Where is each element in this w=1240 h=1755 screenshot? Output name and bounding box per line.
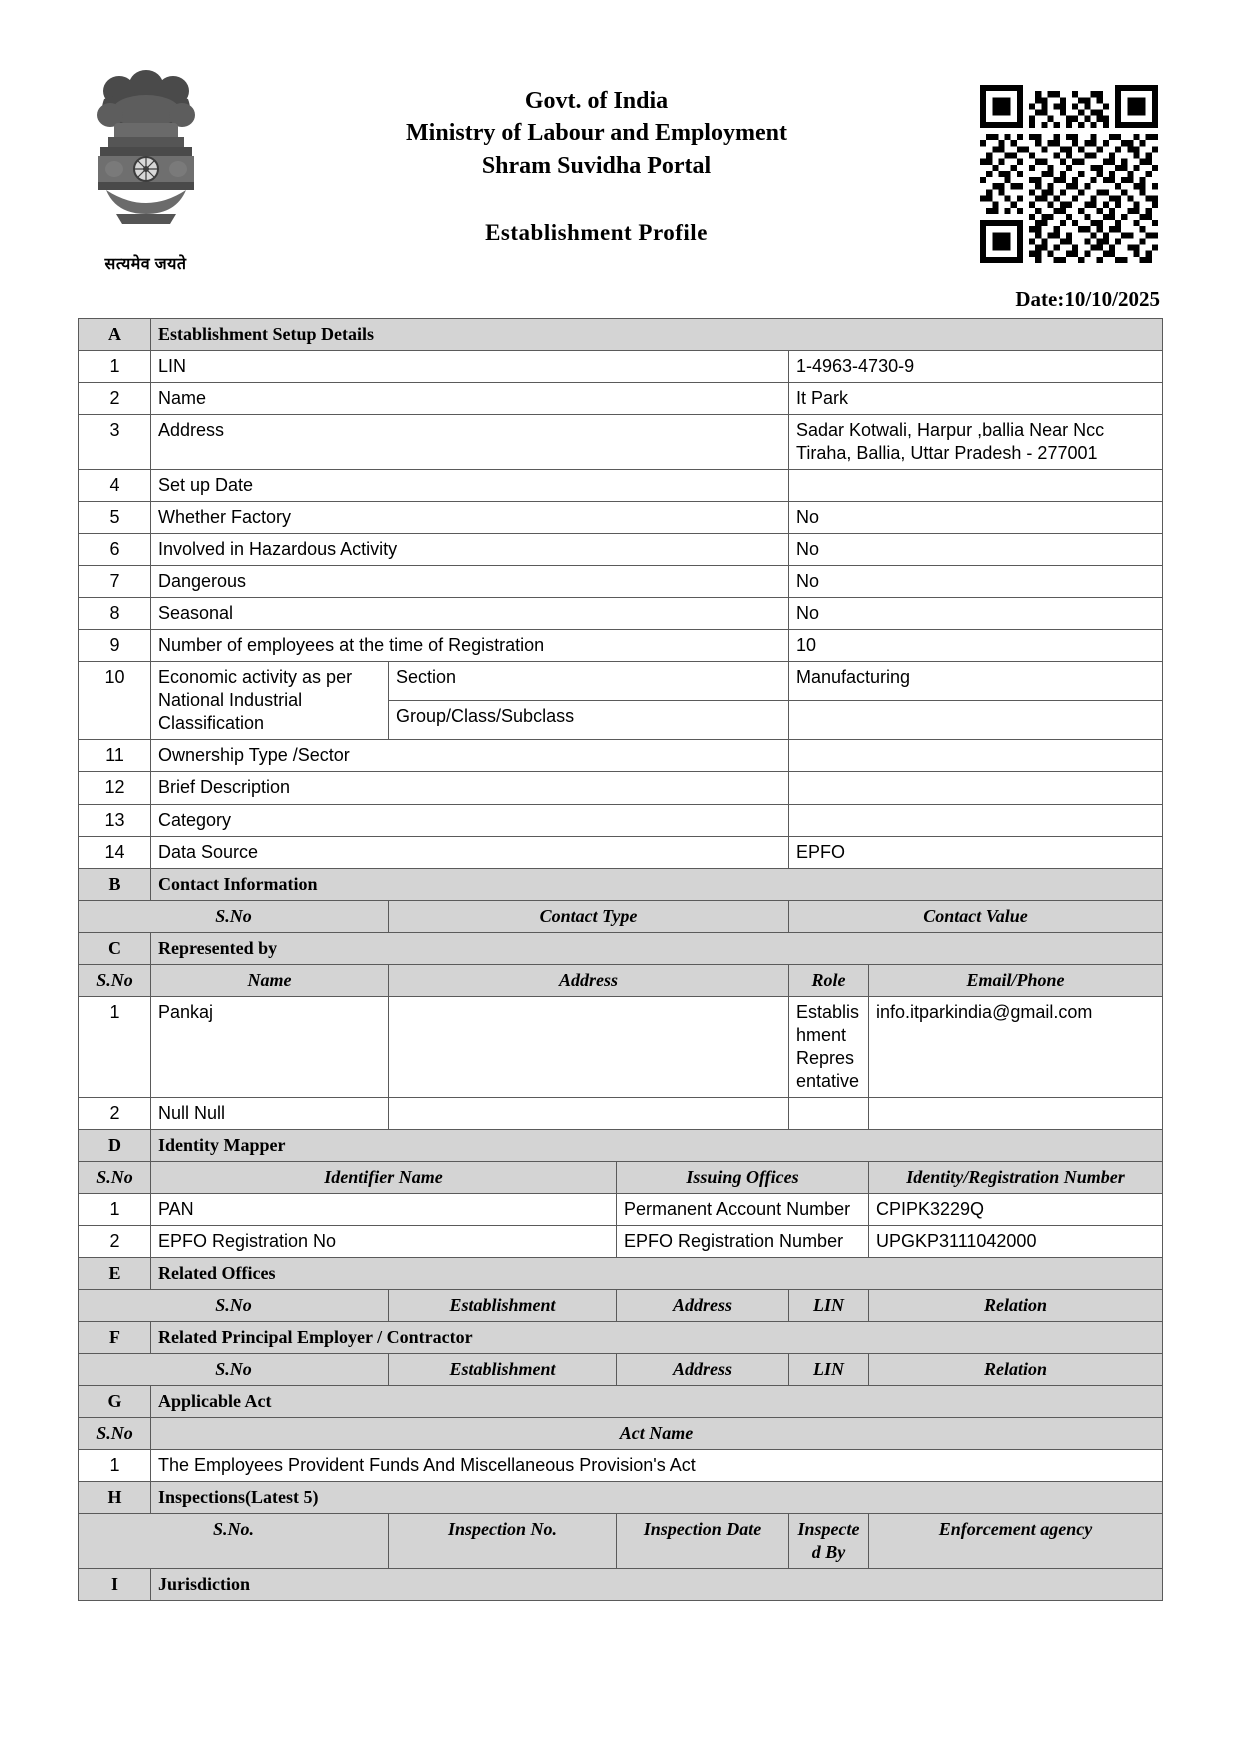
economic-group-label: Group/Class/Subclass bbox=[389, 701, 789, 740]
row-number: 3 bbox=[79, 415, 151, 470]
column-header-lin: LIN bbox=[789, 1290, 869, 1322]
column-header-relation: Relation bbox=[869, 1290, 1163, 1322]
section-h-letter: H bbox=[79, 1482, 151, 1514]
section-c-header bbox=[79, 932, 1163, 964]
table-row bbox=[79, 470, 1163, 502]
issuing-office: Permanent Account Number bbox=[617, 1193, 869, 1225]
table-row bbox=[79, 1450, 1163, 1482]
table-row bbox=[79, 740, 1163, 772]
column-header-sno: S.No bbox=[79, 1290, 389, 1322]
row-label: Number of employees at the time of Registration bbox=[151, 630, 789, 662]
row-label: Data Source bbox=[151, 836, 789, 868]
section-a-letter: A bbox=[79, 319, 151, 351]
row-number: 1 bbox=[79, 351, 151, 383]
row-number: 6 bbox=[79, 534, 151, 566]
qr-code bbox=[980, 55, 1162, 268]
column-header-enforcement-agency: Enforcement agency bbox=[869, 1514, 1163, 1569]
section-a-header bbox=[79, 319, 1163, 351]
section-f-letter: F bbox=[79, 1322, 151, 1354]
column-header-lin: LIN bbox=[789, 1354, 869, 1386]
row-number: 12 bbox=[79, 772, 151, 804]
national-emblem bbox=[78, 55, 213, 274]
row-number: 13 bbox=[79, 804, 151, 836]
table-row bbox=[79, 534, 1163, 566]
table-row bbox=[79, 836, 1163, 868]
page-title: Establishment Profile bbox=[485, 220, 708, 246]
table-row bbox=[79, 351, 1163, 383]
table-row bbox=[79, 1225, 1163, 1257]
section-h-column-headers bbox=[79, 1514, 1163, 1569]
column-header-establishment: Establishment bbox=[389, 1354, 617, 1386]
column-header-name: Name bbox=[151, 964, 389, 996]
row-number: 10 bbox=[79, 662, 151, 740]
column-header-sno: S.No bbox=[79, 1418, 151, 1450]
row-number: 5 bbox=[79, 502, 151, 534]
row-number: 1 bbox=[79, 996, 151, 1097]
section-h-header bbox=[79, 1482, 1163, 1514]
section-d-letter: D bbox=[79, 1129, 151, 1161]
column-header-inspection-no: Inspection No. bbox=[389, 1514, 617, 1569]
section-c-column-headers bbox=[79, 964, 1163, 996]
economic-section-value: Manufacturing bbox=[789, 662, 1163, 701]
row-label: Involved in Hazardous Activity bbox=[151, 534, 789, 566]
column-header-contact-type: Contact Type bbox=[389, 900, 789, 932]
section-i-letter: I bbox=[79, 1569, 151, 1601]
row-label: Category bbox=[151, 804, 789, 836]
row-label: Economic activity as per National Industrial Classification bbox=[151, 662, 389, 740]
section-i-header bbox=[79, 1569, 1163, 1601]
header-line-ministry: Ministry of Labour and Employment bbox=[406, 120, 787, 147]
identifier-name: EPFO Registration No bbox=[151, 1225, 617, 1257]
column-header-issuing-offices: Issuing Offices bbox=[617, 1161, 869, 1193]
identity-number: CPIPK3229Q bbox=[869, 1193, 1163, 1225]
section-b-column-headers bbox=[79, 900, 1163, 932]
column-header-address: Address bbox=[617, 1290, 789, 1322]
table-row bbox=[79, 996, 1163, 1097]
section-d-column-headers bbox=[79, 1161, 1163, 1193]
column-header-establishment: Establishment bbox=[389, 1290, 617, 1322]
row-number: 2 bbox=[79, 1097, 151, 1129]
row-value bbox=[789, 772, 1163, 804]
row-label: Brief Description bbox=[151, 772, 789, 804]
section-b-letter: B bbox=[79, 868, 151, 900]
column-header-sno: S.No bbox=[79, 900, 389, 932]
section-e-header bbox=[79, 1257, 1163, 1289]
table-row bbox=[79, 804, 1163, 836]
economic-group-value bbox=[789, 701, 1163, 740]
representative-name: Null Null bbox=[151, 1097, 389, 1129]
column-header-identifier-name: Identifier Name bbox=[151, 1161, 617, 1193]
row-value bbox=[789, 470, 1163, 502]
row-value bbox=[789, 740, 1163, 772]
row-number: 14 bbox=[79, 836, 151, 868]
identifier-name: PAN bbox=[151, 1193, 617, 1225]
table-row bbox=[79, 1097, 1163, 1129]
table-row bbox=[79, 1193, 1163, 1225]
section-f-header bbox=[79, 1322, 1163, 1354]
representative-address bbox=[389, 996, 789, 1097]
column-header-identity-number: Identity/Registration Number bbox=[869, 1161, 1163, 1193]
section-e-title: Related Offices bbox=[151, 1257, 1163, 1289]
document-date: Date:10/10/2025 bbox=[1015, 287, 1160, 311]
representative-role: Establishment Representative bbox=[789, 996, 869, 1097]
table-row bbox=[79, 598, 1163, 630]
row-label: LIN bbox=[151, 351, 789, 383]
row-value: No bbox=[789, 598, 1163, 630]
column-header-address: Address bbox=[389, 964, 789, 996]
representative-name: Pankaj bbox=[151, 996, 389, 1097]
section-c-title: Represented by bbox=[151, 932, 1163, 964]
column-header-relation: Relation bbox=[869, 1354, 1163, 1386]
row-value: It Park bbox=[789, 383, 1163, 415]
emblem-motto: सत्यमेव जयते bbox=[104, 256, 187, 273]
row-label: Ownership Type /Sector bbox=[151, 740, 789, 772]
section-f-column-headers bbox=[79, 1354, 1163, 1386]
row-number: 11 bbox=[79, 740, 151, 772]
column-header-inspection-date: Inspection Date bbox=[617, 1514, 789, 1569]
column-header-sno: S.No bbox=[79, 1354, 389, 1386]
row-value: No bbox=[789, 502, 1163, 534]
section-h-title: Inspections(Latest 5) bbox=[151, 1482, 1163, 1514]
column-header-role: Role bbox=[789, 964, 869, 996]
row-number: 2 bbox=[79, 383, 151, 415]
row-value: 1-4963-4730-9 bbox=[789, 351, 1163, 383]
issuing-office: EPFO Registration Number bbox=[617, 1225, 869, 1257]
section-d-title: Identity Mapper bbox=[151, 1129, 1163, 1161]
identity-number: UPGKP3111042000 bbox=[869, 1225, 1163, 1257]
section-a-title: Establishment Setup Details bbox=[151, 319, 1163, 351]
header-line-govt: Govt. of India bbox=[524, 88, 669, 114]
row-label: Whether Factory bbox=[151, 502, 789, 534]
row-number: 8 bbox=[79, 598, 151, 630]
section-g-header bbox=[79, 1386, 1163, 1418]
section-c-letter: C bbox=[79, 932, 151, 964]
row-label: Dangerous bbox=[151, 566, 789, 598]
ashoka-emblem-icon bbox=[86, 65, 206, 250]
row-value: 10 bbox=[789, 630, 1163, 662]
section-f-title: Related Principal Employer / Contractor bbox=[151, 1322, 1163, 1354]
table-row bbox=[79, 383, 1163, 415]
header-titles bbox=[213, 55, 980, 246]
table-row bbox=[79, 415, 1163, 470]
table-row-economic-activity-section bbox=[79, 662, 1163, 701]
section-e-letter: E bbox=[79, 1257, 151, 1289]
header-line-portal: Shram Suvidha Portal bbox=[481, 152, 712, 179]
column-header-act-name: Act Name bbox=[151, 1418, 1163, 1450]
column-header-sno: S.No. bbox=[79, 1514, 389, 1569]
row-value bbox=[789, 804, 1163, 836]
row-number: 1 bbox=[79, 1450, 151, 1482]
section-i-title: Jurisdiction bbox=[151, 1569, 1163, 1601]
representative-contact: info.itparkindia@gmail.com bbox=[869, 996, 1163, 1097]
column-header-contact-value: Contact Value bbox=[789, 900, 1163, 932]
representative-address bbox=[389, 1097, 789, 1129]
row-label: Address bbox=[151, 415, 789, 470]
row-label: Seasonal bbox=[151, 598, 789, 630]
section-e-column-headers bbox=[79, 1290, 1163, 1322]
economic-section-label: Section bbox=[389, 662, 789, 701]
section-b-header bbox=[79, 868, 1163, 900]
row-value: EPFO bbox=[789, 836, 1163, 868]
section-g-column-headers bbox=[79, 1418, 1163, 1450]
column-header-inspected-by: Inspected By bbox=[789, 1514, 869, 1569]
row-number: 9 bbox=[79, 630, 151, 662]
act-name: The Employees Provident Funds And Miscellaneous Provision's Act bbox=[151, 1450, 1163, 1482]
row-number: 7 bbox=[79, 566, 151, 598]
row-value: No bbox=[789, 566, 1163, 598]
section-b-title: Contact Information bbox=[151, 868, 1163, 900]
column-header-address: Address bbox=[617, 1354, 789, 1386]
establishment-profile-table bbox=[78, 318, 1163, 1601]
row-number: 2 bbox=[79, 1225, 151, 1257]
section-d-header bbox=[79, 1129, 1163, 1161]
column-header-email-phone: Email/Phone bbox=[869, 964, 1163, 996]
section-g-title: Applicable Act bbox=[151, 1386, 1163, 1418]
section-g-letter: G bbox=[79, 1386, 151, 1418]
row-number: 1 bbox=[79, 1193, 151, 1225]
row-value: No bbox=[789, 534, 1163, 566]
column-header-sno: S.No bbox=[79, 1161, 151, 1193]
representative-role bbox=[789, 1097, 869, 1129]
row-label: Set up Date bbox=[151, 470, 789, 502]
row-label: Name bbox=[151, 383, 789, 415]
table-row bbox=[79, 502, 1163, 534]
document-header bbox=[78, 55, 1162, 285]
table-row bbox=[79, 772, 1163, 804]
representative-contact bbox=[869, 1097, 1163, 1129]
row-value: Sadar Kotwali, Harpur ,ballia Near Ncc Tiraha, Ballia, Uttar Pradesh - 277001 bbox=[789, 415, 1163, 470]
table-row bbox=[79, 566, 1163, 598]
column-header-sno: S.No bbox=[79, 964, 151, 996]
row-number: 4 bbox=[79, 470, 151, 502]
qr-code-image bbox=[980, 85, 1158, 263]
table-row bbox=[79, 630, 1163, 662]
